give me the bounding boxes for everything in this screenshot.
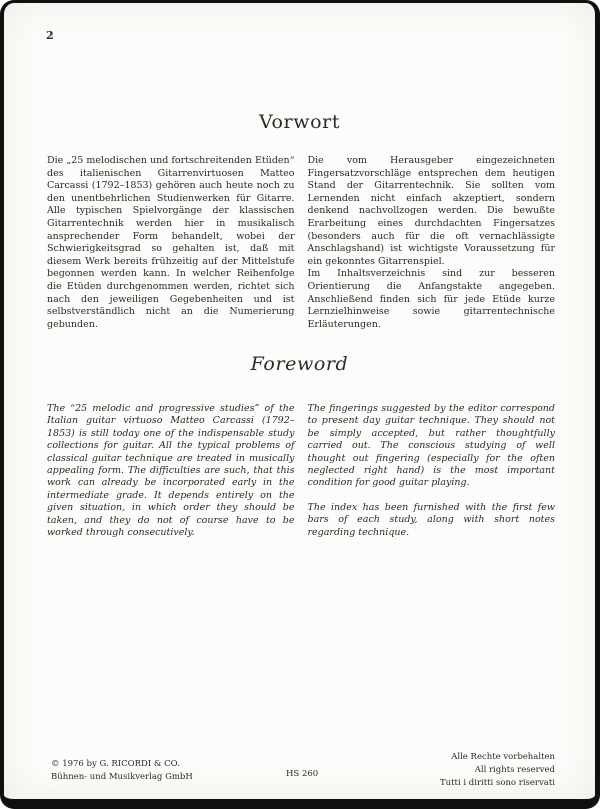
foreword-title: Foreword (250, 353, 349, 375)
foreword-right-paragraph-1: The fingerings suggested by the editor correspond to present day guitar technique. They should not be simply accepted, but rather thoughtfully carried out. The conscious studying of well thought out fingering (especially for the often neglected right hand) is the most important condition for good guitar playing. (307, 403, 555, 489)
footer-rights (440, 751, 555, 790)
foreword-left-paragraph: The “25 melodic and progressive studies” of the Italian guitar virtuoso Matteo Carcassi (1792–1853) is still today one of the indispensable study collections for guitar. All the typical problems of classical guitar technique are treated in musically appealing form. The difficulties are such, that this work can already be incorporated early in the intermediate grade. It depends entirely on the given situation, in which order they should be taken, and they do not of course have to be worked through consecutively. (47, 403, 295, 539)
foreword-left-column (47, 403, 295, 539)
foreword-columns (47, 403, 555, 539)
copyright-line-1: © 1976 by G. RICORDI & CO. (51, 759, 180, 769)
footer-copyright (51, 758, 193, 783)
rights-line-italian: Tutti i diritti sono riservati (439, 778, 555, 788)
vorwort-title: Vorwort (258, 111, 341, 133)
page-number: 2 (46, 29, 54, 42)
vorwort-right-column (308, 155, 556, 331)
vorwort-left-column (47, 155, 295, 331)
plate-number: HS 260 (286, 769, 319, 779)
rights-line-english: All rights reserved (474, 765, 555, 775)
foreword-right-paragraph-2: The index has been furnished with the first few bars of each study, along with short notes regarding technique. (307, 501, 555, 538)
vorwort-left-paragraph: Die „25 melodischen und fortschreitenden Etüden“ des italienischen Gitarrenvirtuosen Matteo Carcassi (1792–1853) gehören auch heute noch zu den unentbehrlichen Studienwerken für Gitarre. Alle typischen Spielvorgänge der klassischen Gitarrentechnik werden hier in musikalisch ansprechender Form behandelt, wobei der Schwierigkeitsgrad so gehalten ist, daß mit diesem Werk bereits frühzeitig auf der Mittelstufe begonnen werden kann. In welcher Reihenfolge die Etüden durchgenommen werden, richtet sich nach den jeweiligen Gegebenheiten und ist selbstverständlich nicht an die Numerierung gebunden. (47, 155, 295, 330)
foreword-right-column (308, 403, 556, 539)
rights-line-german: Alle Rechte vorbehalten (451, 752, 555, 762)
vorwort-columns (47, 155, 555, 331)
copyright-line-2: Bühnen- und Musikverlag GmbH (51, 771, 193, 782)
vorwort-right-paragraph-2: Im Inhaltsverzeichnis sind zur besseren Orientierung die Anfangstakte angegeben. Anschließend finden sich für jede Etüde kurze Lernzielhinweise sowie gitarrentechnische Erläuterungen. (307, 268, 555, 330)
vorwort-right-paragraph-1: Die vom Herausgeber eingezeichneten Fingersatzvorschläge entsprechen dem heutigen Stand der Gitarrentechnik. Sie sollten vom Lernenden nicht einfach akzeptiert, sondern denkend nachvollzogen werden. Die bewußte Erarbeitung eines durchdachten Fingersatzes (besonders auch für die oft vernachlässigte Anschlagshand) ist wichtigste Voraussetzung für ein gekonntes Gitarrenspiel. (307, 155, 555, 267)
